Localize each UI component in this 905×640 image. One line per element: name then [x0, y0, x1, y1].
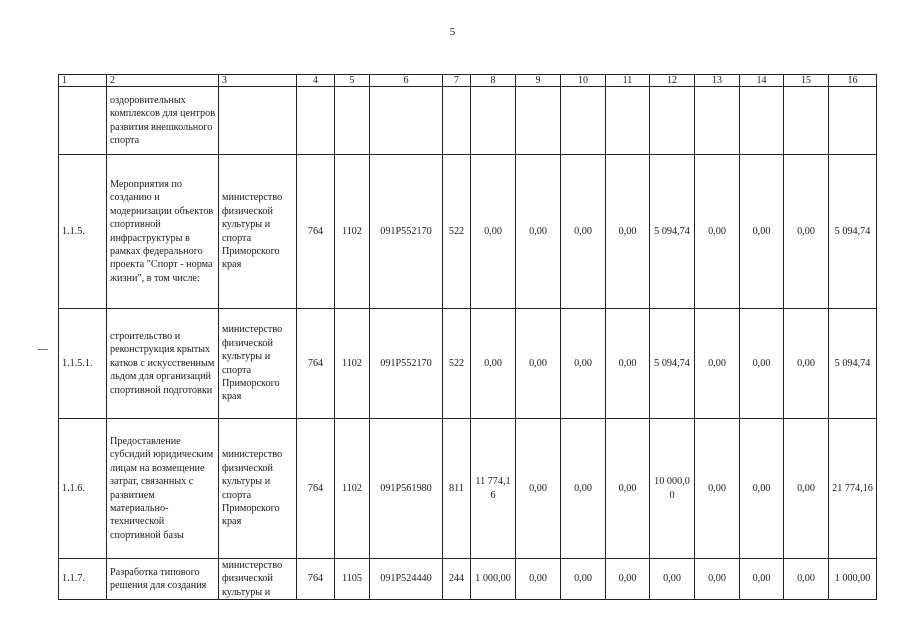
column-number-row: [59, 75, 877, 87]
amount-cell: 0,00: [784, 155, 829, 309]
margin-mark: [38, 349, 48, 350]
section-code: 1102: [335, 309, 370, 419]
grbs-code: [297, 87, 335, 155]
event-name: Мероприятия по созданию и модернизации объектов спортивной инфраструктуры в рамках федерального проекта "Спорт - норма жизни", в том числе:: [107, 155, 219, 309]
column-number: 8: [471, 75, 516, 87]
total-cell: 1 000,00: [829, 559, 877, 600]
row-number: 1.1.7.: [59, 559, 107, 600]
amount-cell: [650, 87, 695, 155]
amount-cell: [606, 87, 650, 155]
amount-cell: 0,00: [516, 155, 561, 309]
expense-type-code: 522: [443, 309, 471, 419]
event-name: Разработка типового решения для создания: [107, 559, 219, 600]
amount-cell: 0,00: [516, 559, 561, 600]
amount-cell: 0,00: [561, 309, 606, 419]
grbs-code: 764: [297, 419, 335, 559]
column-number: 14: [740, 75, 784, 87]
table-row: [59, 155, 877, 309]
amount-cell: 0,00: [650, 559, 695, 600]
target-article-code: 091P524440: [370, 559, 443, 600]
column-number: 3: [219, 75, 297, 87]
column-number: 16: [829, 75, 877, 87]
column-number: 9: [516, 75, 561, 87]
column-number: 10: [561, 75, 606, 87]
page-number: 5: [449, 26, 456, 38]
grbs-code: 764: [297, 155, 335, 309]
column-number: 1: [59, 75, 107, 87]
column-number: 12: [650, 75, 695, 87]
amount-cell: 0,00: [516, 309, 561, 419]
target-article-code: 091P561980: [370, 419, 443, 559]
executor: [219, 87, 297, 155]
grbs-code: 764: [297, 309, 335, 419]
budget-table: [58, 74, 877, 600]
amount-cell: 0,00: [561, 559, 606, 600]
expense-type-code: 811: [443, 419, 471, 559]
total-cell: [829, 87, 877, 155]
amount-cell: 0,00: [471, 155, 516, 309]
expense-type-code: 522: [443, 155, 471, 309]
table-row: [59, 87, 877, 155]
expense-type-code: [443, 87, 471, 155]
amount-cell: 0,00: [695, 419, 740, 559]
amount-cell: 11 774,16: [471, 419, 516, 559]
amount-cell: [740, 87, 784, 155]
event-name: строительство и реконструкция крытых катков с искусственным льдом для организаций спортивной подготовки: [107, 309, 219, 419]
target-article-code: 091P552170: [370, 155, 443, 309]
amount-cell: 1 000,00: [471, 559, 516, 600]
event-name: Предоставление субсидий юридическим лицам на возмещение затрат, связанных с развитием материально-технической спортивной базы: [107, 419, 219, 559]
amount-cell: 0,00: [784, 419, 829, 559]
event-name: оздоровительных комплексов для центров развития внешкольного спорта: [107, 87, 219, 155]
amount-cell: 0,00: [606, 419, 650, 559]
amount-cell: 0,00: [740, 155, 784, 309]
executor: министерство физической культуры и: [219, 559, 297, 600]
row-number: [59, 87, 107, 155]
total-cell: 5 094,74: [829, 155, 877, 309]
amount-cell: 0,00: [606, 559, 650, 600]
table-row: [59, 559, 877, 600]
amount-cell: 5 094,74: [650, 155, 695, 309]
executor: министерство физической культуры и спорта Приморского края: [219, 309, 297, 419]
amount-cell: 0,00: [695, 559, 740, 600]
amount-cell: 0,00: [606, 155, 650, 309]
column-number: 6: [370, 75, 443, 87]
total-cell: 21 774,16: [829, 419, 877, 559]
section-code: 1105: [335, 559, 370, 600]
target-article-code: 091P552170: [370, 309, 443, 419]
amount-cell: 0,00: [784, 559, 829, 600]
executor: министерство физической культуры и спорта Приморского края: [219, 155, 297, 309]
column-number: 15: [784, 75, 829, 87]
column-number: 5: [335, 75, 370, 87]
amount-cell: [695, 87, 740, 155]
amount-cell: [784, 87, 829, 155]
row-number: 1.1.5.1.: [59, 309, 107, 419]
row-number: 1.1.5.: [59, 155, 107, 309]
amount-cell: 10 000,00: [650, 419, 695, 559]
table-row: [59, 309, 877, 419]
column-number: 13: [695, 75, 740, 87]
amount-cell: 0,00: [695, 309, 740, 419]
column-number: 2: [107, 75, 219, 87]
column-number: 7: [443, 75, 471, 87]
total-cell: 5 094,74: [829, 309, 877, 419]
section-code: 1102: [335, 419, 370, 559]
amount-cell: 0,00: [606, 309, 650, 419]
amount-cell: 0,00: [740, 309, 784, 419]
target-article-code: [370, 87, 443, 155]
section-code: [335, 87, 370, 155]
amount-cell: 0,00: [740, 559, 784, 600]
column-number: 4: [297, 75, 335, 87]
section-code: 1102: [335, 155, 370, 309]
amount-cell: 0,00: [695, 155, 740, 309]
amount-cell: 0,00: [784, 309, 829, 419]
amount-cell: 0,00: [561, 155, 606, 309]
amount-cell: 5 094,74: [650, 309, 695, 419]
amount-cell: 0,00: [740, 419, 784, 559]
amount-cell: [471, 87, 516, 155]
executor: министерство физической культуры и спорта Приморского края: [219, 419, 297, 559]
grbs-code: 764: [297, 559, 335, 600]
table-row: [59, 419, 877, 559]
row-number: 1.1.6.: [59, 419, 107, 559]
amount-cell: 0,00: [516, 419, 561, 559]
amount-cell: 0,00: [561, 419, 606, 559]
amount-cell: [516, 87, 561, 155]
expense-type-code: 244: [443, 559, 471, 600]
amount-cell: [561, 87, 606, 155]
column-number: 11: [606, 75, 650, 87]
amount-cell: 0,00: [471, 309, 516, 419]
